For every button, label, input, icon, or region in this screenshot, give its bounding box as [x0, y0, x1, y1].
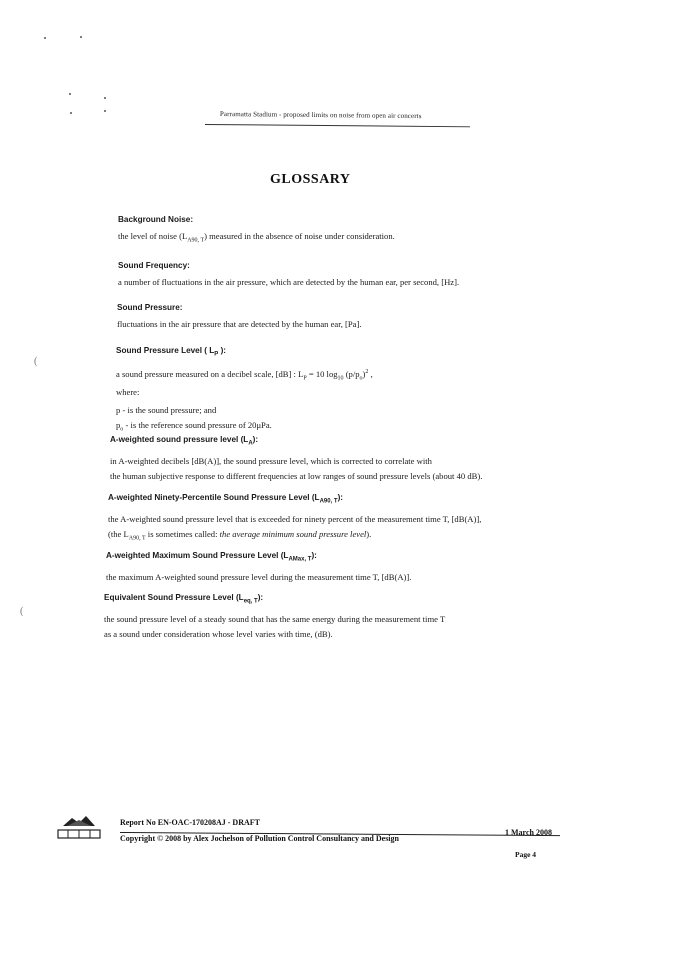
- term-sound-pressure: Sound Pressure:: [117, 303, 183, 312]
- scan-speck: [69, 93, 71, 95]
- definition-a-weighted-max: the maximum A-weighted sound pressure level during the measurement time T, [dB(A)].: [106, 571, 412, 582]
- header-rule: [205, 124, 470, 127]
- term-a-weighted-ninety: A-weighted Ninety-Percentile Sound Pressure Level $(L_{A90, T})$:: [108, 493, 344, 505]
- footer-date: 1 March 2008: [505, 828, 552, 837]
- definition-background-noise: the level of noise $(L_{A90, T})$ measured in the absence of noise under consideration.: [118, 231, 395, 244]
- entry-sound-frequency: [118, 258, 459, 290]
- page-title: GLOSSARY: [270, 172, 351, 187]
- definition-equivalent-line1: the sound pressure level of a steady sound that has the same energy during the measurement time T: [104, 613, 446, 624]
- entry-background-noise: [118, 212, 395, 249]
- definition-sound-pressure: fluctuations in the air pressure that are detected by the human ear, [Pa].: [117, 319, 362, 329]
- entry-a-weighted-spl: [110, 432, 482, 484]
- margin-mark: (: [34, 356, 38, 367]
- term-sound-pressure-level: Sound Pressure Level ( $L_P$ ):: [116, 346, 227, 358]
- term-sound-frequency: Sound Frequency:: [118, 261, 190, 270]
- term-equivalent: Equivalent Sound Pressure Level $(L_{eq, T})$:: [104, 593, 264, 605]
- footer-left: [120, 818, 399, 843]
- entry-a-weighted-max: [106, 548, 411, 585]
- term-background-noise: Background Noise:: [118, 215, 194, 224]
- copyright: Copyright © 2008 by Alex Jochelson of Pollution Control Consultancy and Design: [120, 834, 399, 843]
- scan-speck: [104, 110, 106, 112]
- definition-equivalent-line2: as a sound under consideration whose level varies with time, (dB).: [104, 628, 333, 639]
- where-label: where:: [116, 387, 140, 398]
- margin-mark: (: [20, 606, 24, 617]
- entry-equivalent: [104, 590, 445, 642]
- definition-sound-frequency: a number of fluctuations in the air pressure, which are detected by the human ear, per second, [Hz].: [118, 277, 460, 287]
- scan-speck: [104, 97, 106, 99]
- definition-a-weighted-ninety-line1: the A-weighted sound pressure level that is exceeded for ninety percent of the measurement time T, [dB(A)],: [108, 513, 482, 524]
- scan-speck: [70, 112, 72, 114]
- running-header: Parramatta Stadium - proposed limits on noise from open air concerts: [219, 110, 422, 121]
- term-a-weighted-spl: A-weighted sound pressure level $(L_A)$:: [110, 435, 259, 447]
- scan-speck: [44, 37, 46, 39]
- entry-sound-pressure: [117, 300, 361, 332]
- term-a-weighted-max: A-weighted Maximum Sound Pressure Level $(L_{AMax, T})$:: [106, 551, 317, 563]
- po-definition: $p_o$ - is the reference sound pressure of 20μPa.: [116, 420, 272, 433]
- definition-a-weighted-spl-line2: the human subjective response to different frequencies at low ranges of sound pressure levels (about 40 dB).: [110, 470, 483, 481]
- entry-sound-pressure-level: [116, 343, 373, 438]
- scan-speck: [80, 36, 82, 38]
- company-logo: [57, 810, 101, 840]
- p-definition: p - is the sound pressure; and: [116, 405, 217, 416]
- definition-a-weighted-ninety-line2: (the $L_{A90, T}$ is sometimes called: the average minimum sound pressure level).: [108, 528, 372, 542]
- definition-sound-pressure-level: a sound pressure measured on a decibel scale, [dB] : $L_P = 10$ $\log_{10} (p/p_o)^2$ ,: [116, 368, 373, 382]
- entry-a-weighted-ninety: [108, 490, 481, 546]
- page-number: Page 4: [515, 850, 537, 859]
- definition-a-weighted-spl-line1: in A-weighted decibels [dB(A)], the sound pressure level, which is corrected to correlate with: [110, 455, 432, 466]
- report-number: Report No EN-OAC-170208AJ - DRAFT: [120, 818, 260, 827]
